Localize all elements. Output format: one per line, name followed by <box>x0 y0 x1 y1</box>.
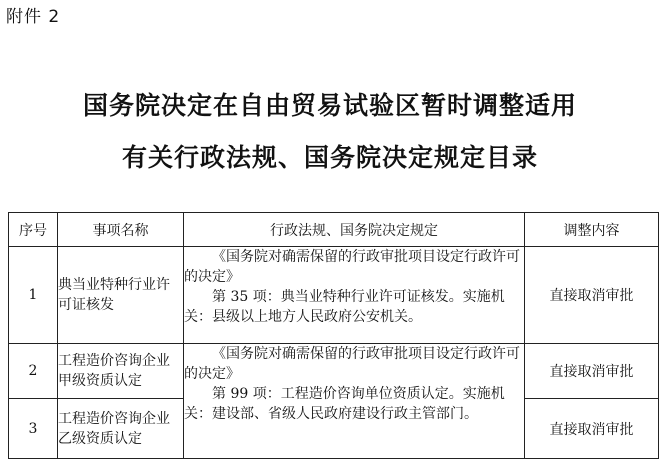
adjustment-content: 直接取消审批 <box>525 344 659 399</box>
regulation-source: 《国务院对确需保留的行政审批项目设定行政许可的决定》 <box>184 346 520 382</box>
table-row <box>9 247 659 344</box>
table-header-row <box>9 213 659 247</box>
item-name: 典当业特种行业许可证核发 <box>58 247 184 344</box>
column-header-item-name: 事项名称 <box>58 213 184 247</box>
document-title-line-2: 有关行政法规、国务院决定规定目录 <box>121 143 538 172</box>
document-title-line-1: 国务院决定在自由贸易试验区暂时调整适用 <box>82 91 577 120</box>
regulation-detail: 第 99 项：工程造价咨询单位资质认定。实施机关：建设部、省级人民政府建设行政主管部门。 <box>184 386 505 422</box>
item-name: 工程造价咨询企业乙级资质认定 <box>58 399 184 459</box>
regulation-catalog-table <box>8 212 659 459</box>
column-header-regulation: 行政法规、国务院决定规定 <box>184 213 525 247</box>
column-header-adjustment: 调整内容 <box>525 213 659 247</box>
row-number: 2 <box>9 344 58 399</box>
column-header-number: 序号 <box>9 213 58 247</box>
table-row <box>9 344 659 399</box>
regulation-source: 《国务院对确需保留的行政审批项目设定行政许可的决定》 <box>184 249 520 285</box>
row-number: 1 <box>9 247 58 344</box>
attachment-label: 附件 2 <box>6 7 61 27</box>
row-number: 3 <box>9 399 58 459</box>
adjustment-content: 直接取消审批 <box>525 399 659 459</box>
regulation-cell <box>184 247 525 344</box>
regulation-cell <box>184 344 525 459</box>
regulation-detail: 第 35 项：典当业特种行业许可证核发。实施机关：县级以上地方人民政府公安机关。 <box>184 289 505 325</box>
item-name: 工程造价咨询企业甲级资质认定 <box>58 344 184 399</box>
adjustment-content: 直接取消审批 <box>525 247 659 344</box>
